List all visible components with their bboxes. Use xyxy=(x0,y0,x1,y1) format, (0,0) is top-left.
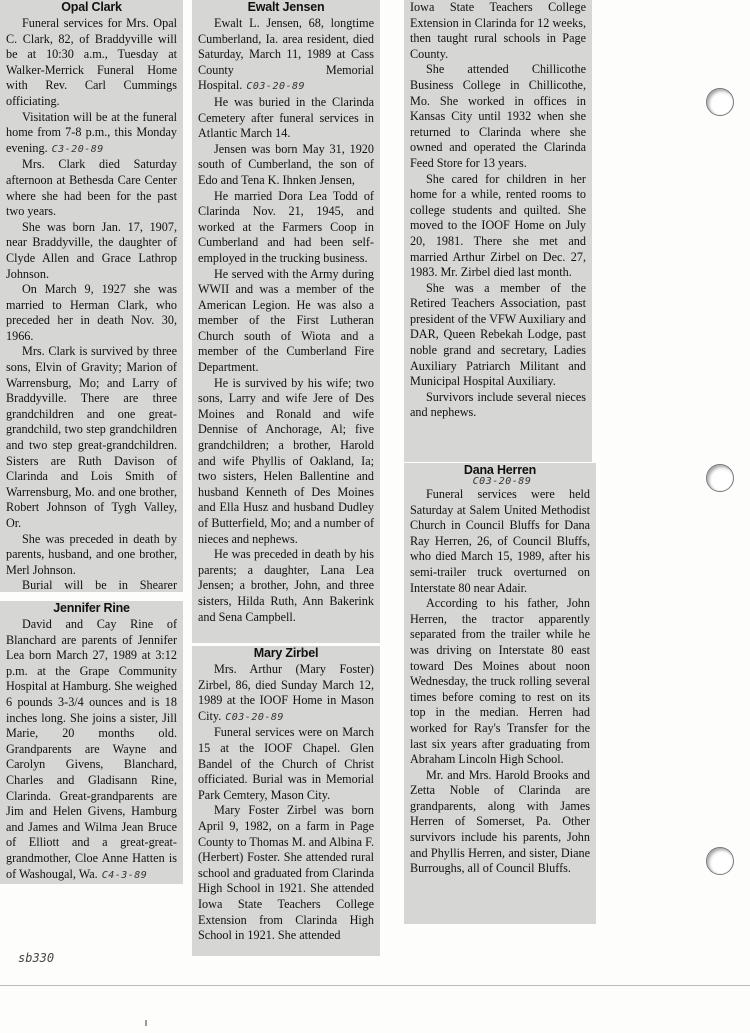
paragraph: Mrs. Clark died Saturday afternoon at Bethesda Care Center where she had been for the past two years. xyxy=(6,157,177,219)
headline: Mary Zirbel xyxy=(253,646,319,660)
paragraph: Mrs. Clark is survived by three sons, Elvin of Gravity; Marion of Warrensburg, Mo; and Larry of Braddyville. There are three grandchildren and one great-grandchild, two step grandchildren and two step great-grandchildren. Sisters are Ruth Davison of Clarinda and Lois Smith of Warrensburg, Mo. and one brother, Robert Johnson of Tygh Valley, Or. xyxy=(6,344,177,530)
paragraph: Burial will be in Shearer xyxy=(22,578,177,592)
page-edge-line xyxy=(0,985,750,986)
paragraph-text: David and Cay Rine of Blanchard are parents of Jennifer Lea born March 27, 1989 at 3:12 p.m. at the Grape Community Hospital at Hamburg. She weighed 6 pounds 3-3/4 ounces and is 18 inches long. She joins a sister, Jill Marie, 20 months old. Grandparents are Wayne and Carolyn Givens, Blanchard, Charles and Gladisann Rine, Clarinda. Great-grandparents are Jim and Helen Givens, Hamburg and James and Wilma Jean Bruce of Elliott and a great-great-grandmother, Cloe Anne Hatten is of Washougal, Wa. xyxy=(6,617,177,881)
paragraph: Mary Foster Zirbel was born April 9, 1982, on a farm in Page County to Thomas M. and Albina F. (Herbert) Foster. She attended rural school and graduated from Clarinda High School in 1921. She attended Iowa State Teachers College Extension from Clarinda High School in 1921. She attended xyxy=(198,803,374,943)
paragraph: Iowa State Teachers College Extension in Clarinda for 12 weeks, then taught rural schools in Page County. xyxy=(410,0,586,61)
paragraph: Funeral services for Mrs. Opal C. Clark, 82, of Braddyville will be at 10:30 a.m., Tuesday at Walker-Merrick Funeral Home with Rev. Carl Cummings officiating. xyxy=(6,16,177,108)
paragraph: He served with the Army during WWII and was a member of the American Legion. He was also a member of the First Lutheran Church south of Wiota and a member of the Cumberland Fire Department. xyxy=(198,266,374,375)
page-number-note: sb330 xyxy=(18,951,55,965)
paragraph: She was a member of the Retired Teachers Association, past president of the VFW Auxiliary and DAR, Queen Rebekah Lodge, past noble grand and secretary, Ladies Auxiliary Patriarch Militant and Municipal Hospital Auxiliary. xyxy=(410,280,586,389)
punch-hole xyxy=(706,88,734,116)
handwritten-date: C3-20-89 xyxy=(51,143,104,155)
headline: Opal Clark xyxy=(61,0,122,14)
punch-hole xyxy=(706,847,734,875)
obituary-ewalt-jensen xyxy=(192,0,380,643)
paragraph: Funeral services were on March 15 at the IOOF Chapel. Glen Bandel of the Church of Christ officiated. Burial was in Memorial Park Cemtery, Mason City. xyxy=(198,725,374,802)
paragraph: She was born Jan. 17, 1907, near Braddyville, the daughter of Clyde Allen and Grace Lathrop Johnson. xyxy=(6,219,177,281)
paragraph-text: Visitation will be at the funeral home from 7-8 p.m., this Monday evening. xyxy=(6,109,177,155)
handwritten-date: C03-20-89 xyxy=(472,476,532,487)
handwritten-date: C03-20-89 xyxy=(246,81,306,93)
paragraph xyxy=(198,662,374,725)
paragraph: According to his father, John Herren, the tractor apparently separated from the trailer while he was driving on Interstate 80 east toward Des Moines about noon Wednesday, the truck rolling several times before coming to rest on its top in the median. Herren had worked for Ray's Transfer for the last six years after graduating from Abraham Lincoln High School. xyxy=(410,596,590,767)
paragraph: He married Dora Lea Todd of Clarinda Nov. 21, 1945, and worked at the Farmers Coop in Cumberland and had been self-employed in the trucking business. xyxy=(198,188,374,265)
paragraph: She attended Chillicothe Business College in Chillicothe, Mo. She worked in offices in Kansas City until 1932 when she returned to Clarinda where she owned and operated the Clarinda Feed Store for 13 years. xyxy=(410,62,586,170)
paragraph: She cared for children in her home for a while, rented rooms to college students and quilted. She moved to the IOOF Home on July 20, 1981. There she met and married Arthur Zirbel on Dec. 27, 1983. Mr. Zirbel died last month. xyxy=(410,171,586,280)
paragraph: Survivors include several nieces and nephews. xyxy=(410,389,586,420)
paragraph-text: Ewalt L. Jensen, 68, longtime Cumberland, Ia. area resident, died Saturday, March 11, 1989 at Cass County Memorial Hospital. xyxy=(198,16,374,93)
obituary-dana-herren xyxy=(404,463,596,924)
paragraph: She was preceded in death by parents, husband, and one brother, Merl Johnson. xyxy=(6,531,177,577)
handwritten-date: C4-3-89 xyxy=(101,869,148,881)
paragraph xyxy=(6,110,177,158)
paragraph: He is survived by his wife; two sons, Larry and wife Jere of Des Moines and Ronald and wife Dennise of Anchorage, Al; five grandchildren; a brother, Harold and wife Phyllis of Oakland, Ia; two sisters, Helen Ballentine and husband Kenneth of Des Moines and Ella Husz and husband Dudley of Butterfield, Mo; and a number of nieces and nephews. xyxy=(198,375,374,546)
obituary-mary-zirbel-continued xyxy=(404,0,592,462)
paragraph: Mr. and Mrs. Harold Brooks and Zetta Noble of Clarinda are grandparents, along with James Herren of Somerset, Pa. Other survivors include his parents, John and Phyllis Herren, and sister, Diane Burroughs, all of Council Bluffs. xyxy=(410,767,590,876)
headline: Ewalt Jensen xyxy=(247,0,325,14)
birth-notice-jennifer-rine xyxy=(0,601,183,884)
obituary-mary-zirbel xyxy=(192,646,380,956)
scan-mark xyxy=(145,1020,147,1026)
paragraph xyxy=(6,617,177,883)
paragraph-text: Mrs. Arthur (Mary Foster) Zirbel, 86, died Sunday March 12, 1989 at the IOOF Home in Mason City. xyxy=(198,662,374,723)
paragraph: Jensen was born May 31, 1920 south of Cumberland, the son of Edo and Tena K. Ihnken Jensen, xyxy=(198,141,374,187)
handwritten-date: C03-20-89 xyxy=(225,711,284,723)
obituary-opal-clark xyxy=(0,0,183,592)
paragraph: He was preceded in death by his parents; a daughter, Lana Lea Jensen; a brother, John, and three sisters, Hilda Ruth, Ann Bakerink and Sena Campbell. xyxy=(198,547,374,624)
punch-hole xyxy=(706,464,734,492)
headline: Dana Herren xyxy=(463,463,537,477)
paragraph: On March 9, 1927 she was married to Herman Clark, who preceded her in death Nov. 30, 1966. xyxy=(6,282,177,343)
paragraph xyxy=(198,16,374,95)
headline: Jennifer Rine xyxy=(53,601,130,615)
paragraph: Funeral services were held Saturday at Salem United Methodist Church in Council Bluffs for Dana Ray Herren, 26, of Council Bluffs, who died March 15, 1989, after his semi-trailer truck overturned on Interstate 80 near Adair. xyxy=(410,487,590,595)
paragraph: He was buried in the Clarinda Cemetery after funeral services in Atlantic March 14. xyxy=(198,94,374,141)
